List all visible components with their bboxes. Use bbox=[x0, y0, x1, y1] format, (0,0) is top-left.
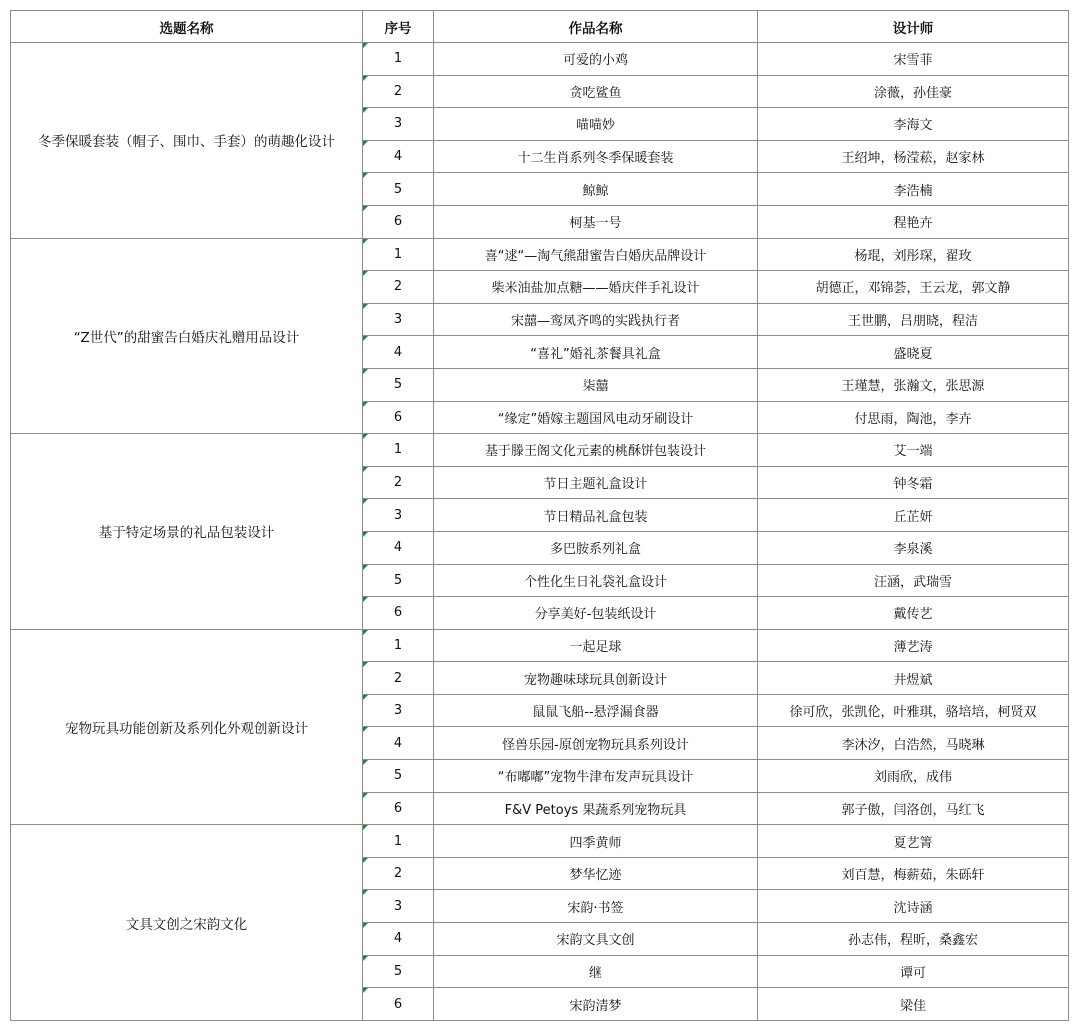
number-cell: 1 bbox=[363, 629, 434, 662]
project-table bbox=[10, 10, 1069, 1021]
designer-cell: 郭子傲，闫洛创，马红飞 bbox=[758, 792, 1069, 825]
topic-cell: 宠物玩具功能创新及系列化外观创新设计 bbox=[11, 629, 363, 825]
work-title-cell: 柒囍 bbox=[434, 368, 758, 401]
designer-cell: 涂薇，孙佳豪 bbox=[758, 75, 1069, 108]
designer-cell: 胡德正，邓锦荟，王云龙，郭文静 bbox=[758, 271, 1069, 304]
designer-cell: 杨琨，刘彤琛，翟玫 bbox=[758, 238, 1069, 271]
number-cell: 3 bbox=[363, 108, 434, 141]
work-title-cell: 宋韵·书签 bbox=[434, 890, 758, 923]
work-title-cell: “喜礼”婚礼茶餐具礼盒 bbox=[434, 336, 758, 369]
designer-cell: 井煜斌 bbox=[758, 662, 1069, 695]
number-cell: 4 bbox=[363, 727, 434, 760]
work-title-cell: 分享美好-包装纸设计 bbox=[434, 597, 758, 630]
work-title-cell: 柴米油盐加点糖——婚庆伴手礼设计 bbox=[434, 271, 758, 304]
number-cell: 2 bbox=[363, 466, 434, 499]
work-title-cell: 节日精品礼盒包装 bbox=[434, 499, 758, 532]
number-cell: 1 bbox=[363, 43, 434, 76]
number-cell: 2 bbox=[363, 857, 434, 890]
number-cell: 3 bbox=[363, 890, 434, 923]
number-cell: 6 bbox=[363, 205, 434, 238]
designer-cell: 程艳卉 bbox=[758, 205, 1069, 238]
designer-cell: 付思雨，陶池，李卉 bbox=[758, 401, 1069, 434]
work-title-cell: 多巴胺系列礼盒 bbox=[434, 531, 758, 564]
header-work: 作品名称 bbox=[434, 11, 758, 43]
designer-cell: 汪涵，武瑞雪 bbox=[758, 564, 1069, 597]
designer-cell: 李沐汐，白浩然，马晓琳 bbox=[758, 727, 1069, 760]
number-cell: 3 bbox=[363, 694, 434, 727]
work-title-cell: “布嘟嘟”宠物牛津布发声玩具设计 bbox=[434, 760, 758, 793]
work-title-cell: F&V Petoys 果蔬系列宠物玩具 bbox=[434, 792, 758, 825]
work-title-cell: “缘定”婚嫁主题国风电动牙刷设计 bbox=[434, 401, 758, 434]
designer-cell: 艾一端 bbox=[758, 434, 1069, 467]
designer-cell: 夏艺箐 bbox=[758, 825, 1069, 858]
designer-cell: 孙志伟，程昕，桑鑫宏 bbox=[758, 923, 1069, 956]
work-title-cell: 宋囍—鸾凤齐鸣的实践执行者 bbox=[434, 303, 758, 336]
topic-cell: 基于特定场景的礼品包装设计 bbox=[11, 434, 363, 630]
designer-cell: 戴传艺 bbox=[758, 597, 1069, 630]
header-topic: 选题名称 bbox=[11, 11, 363, 43]
work-title-cell: 宋韵文具文创 bbox=[434, 923, 758, 956]
number-cell: 6 bbox=[363, 401, 434, 434]
designer-cell: 李泉溪 bbox=[758, 531, 1069, 564]
designer-cell: 钟冬霜 bbox=[758, 466, 1069, 499]
work-title-cell: 四季黄师 bbox=[434, 825, 758, 858]
number-cell: 5 bbox=[363, 173, 434, 206]
number-cell: 5 bbox=[363, 564, 434, 597]
designer-cell: 王瑾慧，张瀚文，张思源 bbox=[758, 368, 1069, 401]
designer-cell: 宋雪菲 bbox=[758, 43, 1069, 76]
work-title-cell: 怪兽乐园-原创宠物玩具系列设计 bbox=[434, 727, 758, 760]
work-title-cell: 一起足球 bbox=[434, 629, 758, 662]
table-row bbox=[11, 629, 1069, 662]
work-title-cell: 喜“逑“—淘气熊甜蜜告白婚庆品牌设计 bbox=[434, 238, 758, 271]
number-cell: 4 bbox=[363, 531, 434, 564]
designer-cell: 刘百慧，梅薪茹，朱砾轩 bbox=[758, 857, 1069, 890]
number-cell: 6 bbox=[363, 597, 434, 630]
topic-cell: 文具文创之宋韵文化 bbox=[11, 825, 363, 1021]
work-title-cell: 个性化生日礼袋礼盒设计 bbox=[434, 564, 758, 597]
number-cell: 1 bbox=[363, 434, 434, 467]
topic-cell: “Z世代”的甜蜜告白婚庆礼赠用品设计 bbox=[11, 238, 363, 434]
header-num: 序号 bbox=[363, 11, 434, 43]
number-cell: 4 bbox=[363, 140, 434, 173]
header-designer: 设计师 bbox=[758, 11, 1069, 43]
number-cell: 5 bbox=[363, 760, 434, 793]
table-row bbox=[11, 238, 1069, 271]
number-cell: 6 bbox=[363, 988, 434, 1021]
work-title-cell: 喵喵妙 bbox=[434, 108, 758, 141]
table-row bbox=[11, 825, 1069, 858]
work-title-cell: 梦华忆迹 bbox=[434, 857, 758, 890]
designer-cell: 李浩楠 bbox=[758, 173, 1069, 206]
designer-cell: 徐可欣，张凯伦，叶雅琪，骆培培，柯贤双 bbox=[758, 694, 1069, 727]
designer-cell: 谭可 bbox=[758, 955, 1069, 988]
work-title-cell: 贪吃鲨鱼 bbox=[434, 75, 758, 108]
designer-cell: 李海文 bbox=[758, 108, 1069, 141]
work-title-cell: 宋韵清梦 bbox=[434, 988, 758, 1021]
number-cell: 2 bbox=[363, 271, 434, 304]
work-title-cell: 鼠鼠飞船--悬浮漏食器 bbox=[434, 694, 758, 727]
work-title-cell: 鲸鲸 bbox=[434, 173, 758, 206]
designer-cell: 梁佳 bbox=[758, 988, 1069, 1021]
work-title-cell: 宠物趣味球玩具创新设计 bbox=[434, 662, 758, 695]
designer-cell: 盛晓夏 bbox=[758, 336, 1069, 369]
number-cell: 4 bbox=[363, 336, 434, 369]
table-row bbox=[11, 434, 1069, 467]
work-title-cell: 十二生肖系列冬季保暖套装 bbox=[434, 140, 758, 173]
number-cell: 3 bbox=[363, 499, 434, 532]
number-cell: 5 bbox=[363, 368, 434, 401]
designer-cell: 薄艺涛 bbox=[758, 629, 1069, 662]
table-row bbox=[11, 43, 1069, 76]
number-cell: 1 bbox=[363, 825, 434, 858]
number-cell: 2 bbox=[363, 75, 434, 108]
number-cell: 2 bbox=[363, 662, 434, 695]
work-title-cell: 节日主题礼盒设计 bbox=[434, 466, 758, 499]
designer-cell: 丘芷妍 bbox=[758, 499, 1069, 532]
work-title-cell: 可爱的小鸡 bbox=[434, 43, 758, 76]
number-cell: 5 bbox=[363, 955, 434, 988]
work-title-cell: 基于滕王阁文化元素的桃酥饼包装设计 bbox=[434, 434, 758, 467]
number-cell: 1 bbox=[363, 238, 434, 271]
topic-cell: 冬季保暖套装（帽子、围巾、手套）的萌趣化设计 bbox=[11, 43, 363, 239]
designer-cell: 沈诗涵 bbox=[758, 890, 1069, 923]
number-cell: 3 bbox=[363, 303, 434, 336]
number-cell: 6 bbox=[363, 792, 434, 825]
table-body bbox=[11, 43, 1069, 1021]
designer-cell: 王世鹏，吕朋晓，程洁 bbox=[758, 303, 1069, 336]
number-cell: 4 bbox=[363, 923, 434, 956]
work-title-cell: 柯基一号 bbox=[434, 205, 758, 238]
header-row bbox=[11, 11, 1069, 43]
designer-cell: 王绍坤，杨滢菘，赵家林 bbox=[758, 140, 1069, 173]
designer-cell: 刘雨欣，成伟 bbox=[758, 760, 1069, 793]
work-title-cell: 继 bbox=[434, 955, 758, 988]
